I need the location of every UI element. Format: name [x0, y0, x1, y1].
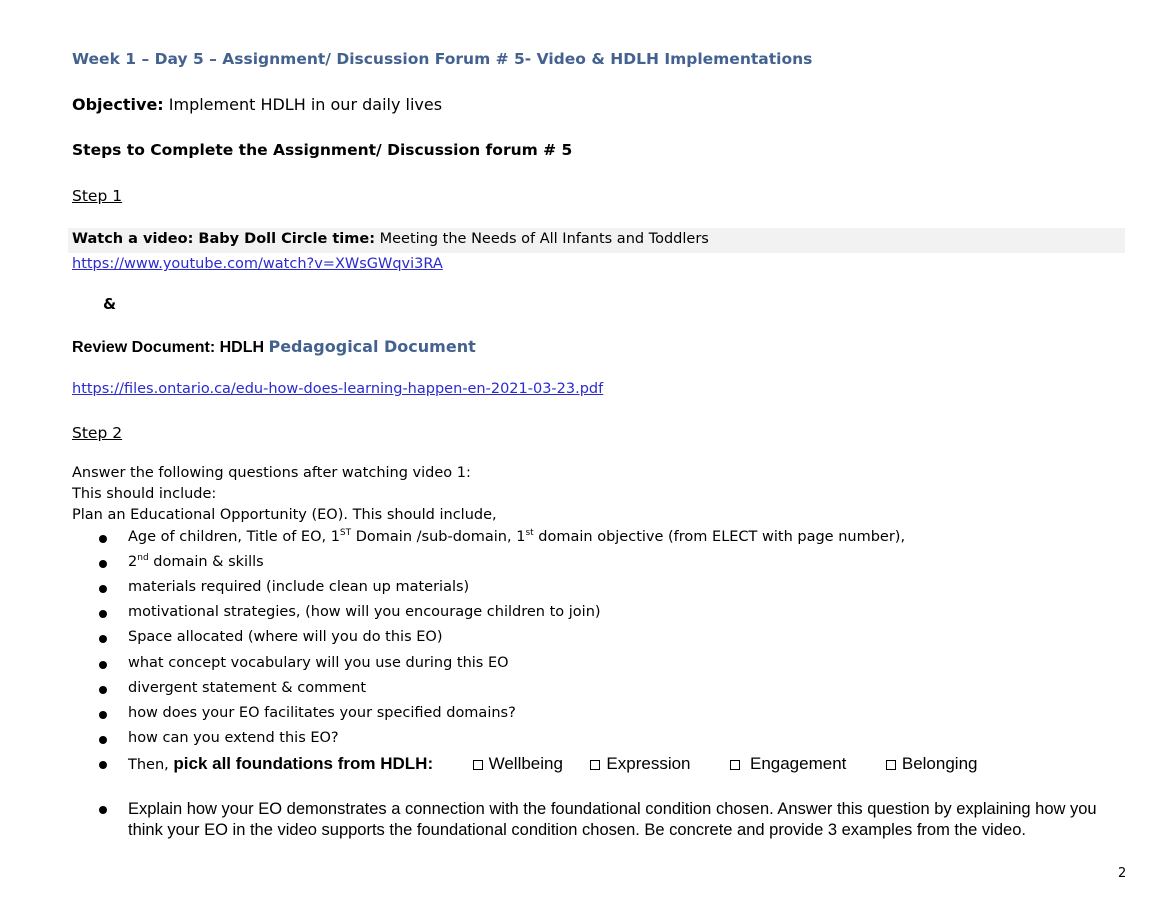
checkbox-belonging[interactable]: Belonging — [886, 754, 978, 773]
bullet-dot — [99, 711, 107, 719]
bullet-dot — [99, 761, 107, 769]
bullet-dot — [99, 736, 107, 744]
ampersand: & — [103, 295, 117, 313]
objective-label: Objective: — [72, 95, 164, 114]
explain-item: Explain how your EO demonstrates a connection with the foundational condition chosen. Answer this question by explaining how you think your EO in the video supports the foundational condition chosen. Be concrete and provide 3 examples from the video. — [128, 800, 1097, 839]
checkbox-icon — [473, 760, 483, 770]
step2-heading: Step 2 — [72, 424, 123, 442]
checkbox-expression[interactable]: Expression — [590, 754, 690, 773]
video-link-row — [72, 256, 443, 272]
checkbox-icon — [886, 760, 896, 770]
checkbox-icon — [730, 760, 740, 770]
list-item: Age of children, Title of EO, 1ST Domain /sub-domain, 1st domain objective (from ELECT with page number), — [128, 528, 906, 545]
intro-line-1: Answer the following questions after watching video 1: — [72, 465, 471, 481]
review-label: Review Document: HDLH — [72, 339, 269, 356]
foundations-label: pick all foundations from HDLH: — [173, 754, 434, 773]
list-item: divergent statement & comment — [128, 680, 367, 696]
list-item: how does your EO facilitates your specified domains? — [128, 705, 516, 721]
bullet-dot — [99, 806, 107, 814]
bullet-dot — [99, 635, 107, 643]
objective — [72, 95, 442, 114]
foundations-lead: Then, — [128, 757, 174, 773]
intro-line-3: Plan an Educational Opportunity (EO). This should include, — [72, 507, 497, 523]
checkbox-engagement[interactable]: Engagement — [730, 754, 846, 773]
watch-line — [72, 231, 709, 247]
bullet-dot — [99, 585, 107, 593]
foundations-row — [128, 754, 977, 774]
bullet-dot — [99, 686, 107, 694]
review-line — [72, 337, 476, 357]
step1-heading: Step 1 — [72, 187, 123, 205]
list-item: what concept vocabulary will you use during this EO — [128, 655, 509, 671]
review-doc-name: Pedagogical Document — [268, 337, 476, 356]
list-item: 2nd domain & skills — [128, 553, 264, 570]
objective-text: Implement HDLH in our daily lives — [163, 95, 443, 114]
watch-text: Meeting the Needs of All Infants and Toddlers — [375, 231, 709, 247]
page-title: Week 1 – Day 5 – Assignment/ Discussion Forum # 5- Video & HDLH Implementations — [72, 50, 813, 68]
page-number: 2 — [1118, 866, 1127, 881]
steps-heading: Steps to Complete the Assignment/ Discussion forum # 5 — [72, 141, 573, 159]
list-item: Space allocated (where will you do this EO) — [128, 629, 443, 645]
checkbox-wellbeing[interactable]: Wellbeing — [473, 754, 563, 773]
list-item: motivational strategies, (how will you encourage children to join) — [128, 604, 601, 620]
checkbox-icon — [590, 760, 600, 770]
bullet-dot — [99, 610, 107, 618]
list-item: materials required (include clean up materials) — [128, 579, 470, 595]
bullet-dot — [99, 535, 107, 543]
list-item: how can you extend this EO? — [128, 730, 339, 746]
intro-line-2: This should include: — [72, 486, 217, 502]
document-link[interactable]: https://files.ontario.ca/edu-how-does-learning-happen-en-2021-03-23.pdf — [72, 381, 604, 397]
doc-link-row — [72, 381, 603, 397]
video-link[interactable]: https://www.youtube.com/watch?v=XWsGWqvi3RA — [72, 256, 443, 272]
bullet-dot — [99, 560, 107, 568]
bullet-dot — [99, 661, 107, 669]
watch-label: Watch a video: Baby Doll Circle time: — [72, 231, 375, 247]
